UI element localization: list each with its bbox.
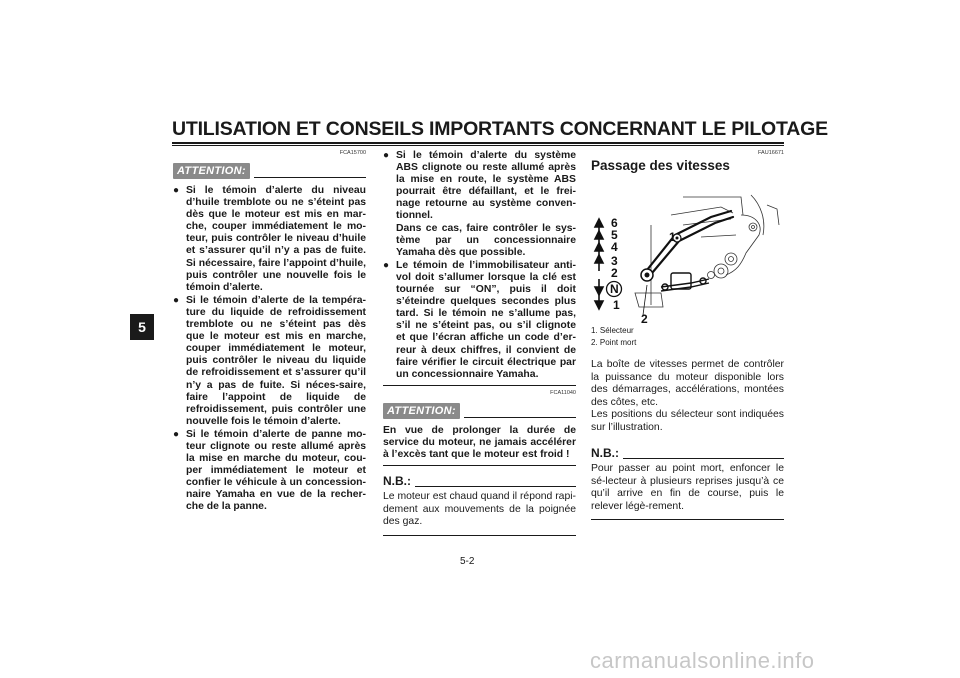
warning-bullet-coolant — [173, 295, 366, 428]
figure-legend — [591, 325, 784, 349]
page-number: 5-2 — [460, 556, 475, 567]
column-2 — [383, 150, 576, 536]
bullet-dot-icon: ● — [173, 428, 180, 440]
gear-label-3: 3 — [611, 254, 618, 268]
legend-item: 2. Point mort — [591, 338, 637, 347]
attention-rule — [254, 177, 366, 178]
gear-label-6: 6 — [611, 216, 618, 230]
chapter-tab: 5 — [130, 314, 154, 340]
attention-header — [173, 159, 366, 179]
nb-rule — [623, 458, 784, 459]
nb-header — [383, 470, 576, 488]
section-rule — [383, 535, 576, 536]
callout-leader-2 — [643, 285, 647, 315]
bullet-dot-icon: ● — [173, 185, 180, 196]
gear-label-4: 4 — [611, 240, 618, 254]
nb-text: Pour passer au point mort, enfoncer le sé-lecteur à plusieurs reprises jusqu’à ce qu’il arrive en fin de course, puis le relever légè-rement. — [591, 463, 784, 512]
section-rule — [383, 385, 576, 386]
nb-rule — [415, 486, 576, 487]
bullet-dot-icon: ● — [383, 150, 390, 161]
header-rule-thin — [172, 145, 784, 146]
bullet-dot-icon: ● — [383, 259, 390, 271]
nb-label: N.B.: — [383, 474, 411, 489]
gear-label-1: 1 — [613, 298, 620, 312]
callout-2: 2 — [641, 312, 648, 325]
section-rule — [591, 519, 784, 520]
bullet-text: Le témoin de l’immobilisateur anti-vol doit s’allumer lorsque la clé est tournée sur “ON”, puis il doit s’éteindre quelques secondes plus tard. Si le témoin ne s’allume pas, s’il ne s’éteint pas, ou s’il clignote et que l’écran affiche un code d’er-reur à deux chiffres, il convient de faire vérifier le circuit électrique par un concessionnaire Yamaha. — [396, 259, 576, 380]
bullet-text: Si le témoin d’alerte de la tempéra-ture du liquide de refroidissement tremblote ou ne s’éteint pas dès que le moteur est mis en marche, couper immédiatement le moteur, puis contrôler le niveau du liquide de refroidissement et s’assurer qu’il n’y a pas de fuite. Si néces-saire, faire l’appoint de liquide de refroidissement, puis contrôler une nouvelle fois le témoin d’alerte. — [186, 294, 366, 427]
bullet-text: Si le témoin d’alerte du niveau d’huile tremblote ou ne s’éteint pas dès que le moteur est mis en mar-che, couper immédiatement le mo-teur, puis contrôler le niveau d’huile et s’assurer qu’il n’y a pas de fuite. Si nécessaire, faire l’appoint d’huile, puis contrôler une nouvelle fois le témoin d’alerte. — [186, 185, 366, 293]
gear-label-2: 2 — [611, 266, 618, 280]
callout-1: 1 — [669, 230, 676, 244]
warning-bullet-engine — [173, 429, 366, 514]
bullet-text: Si le témoin d’alerte du système ABS clignote ou reste allumé après la mise en route, le système ABS pourrait être défaillant, et le frei-nage retourne au système conven-tionnel. Dans ce cas, faire contrôler le sys-tème par un concessionnaire Yamaha dès que possible. — [396, 150, 576, 258]
body-paragraph: La boîte de vitesses permet de contrôler la puissance du moteur disponible lors des démarrages, accélérations, montées des côtes, etc. Les positions du sélecteur sont indiquées sur l’illustration. — [591, 359, 784, 433]
gear-shift-illustration — [591, 175, 784, 325]
attention-badge: ATTENTION: — [173, 163, 250, 179]
bullet-text: Si le témoin d’alerte de panne mo-teur clignote ou reste allumé après la mise en marche du moteur, cou-per immédiatement le moteur et confier le véhicule à un concession-naire Yamaha en vue de la recher-che de la panne. — [186, 428, 366, 513]
watermark: carmanualsonline.info — [590, 648, 815, 673]
column-3 — [591, 150, 784, 520]
nb-text: Le moteur est chaud quand il répond rapi-dement aux mouvements de la poignée des gaz. — [383, 491, 576, 528]
attention-rule — [464, 417, 576, 418]
nb-header — [591, 442, 784, 460]
reference-code: FCA15700 — [339, 150, 366, 156]
page-header-title: UTILISATION ET CONSEILS IMPORTANTS CONCERNANT LE PILOTAGE — [172, 118, 828, 140]
attention-header — [383, 399, 576, 419]
reference-code: FCA11040 — [550, 389, 576, 396]
warning-bullet-immobilizer — [383, 260, 576, 381]
reference-code: FAU16671 — [758, 150, 784, 156]
bullet-dot-icon: ● — [173, 294, 180, 306]
warning-bullet-oil — [173, 185, 366, 294]
legend-item: 1. Sélecteur — [591, 326, 634, 335]
nb-label: N.B.: — [591, 446, 619, 460]
header-rule — [172, 142, 784, 144]
section-rule — [383, 465, 576, 466]
column-1 — [173, 150, 366, 515]
attention-text: En vue de prolonger la durée de service du moteur, ne jamais accélérer à l’excès tant que le moteur est froid ! — [383, 424, 576, 460]
warning-bullet-abs — [383, 150, 576, 259]
gear-label-5: 5 — [611, 228, 618, 242]
attention-badge: ATTENTION: — [383, 403, 460, 419]
gear-label-neutral: N — [610, 282, 619, 296]
section-title: Passage des vitesses — [591, 158, 730, 173]
